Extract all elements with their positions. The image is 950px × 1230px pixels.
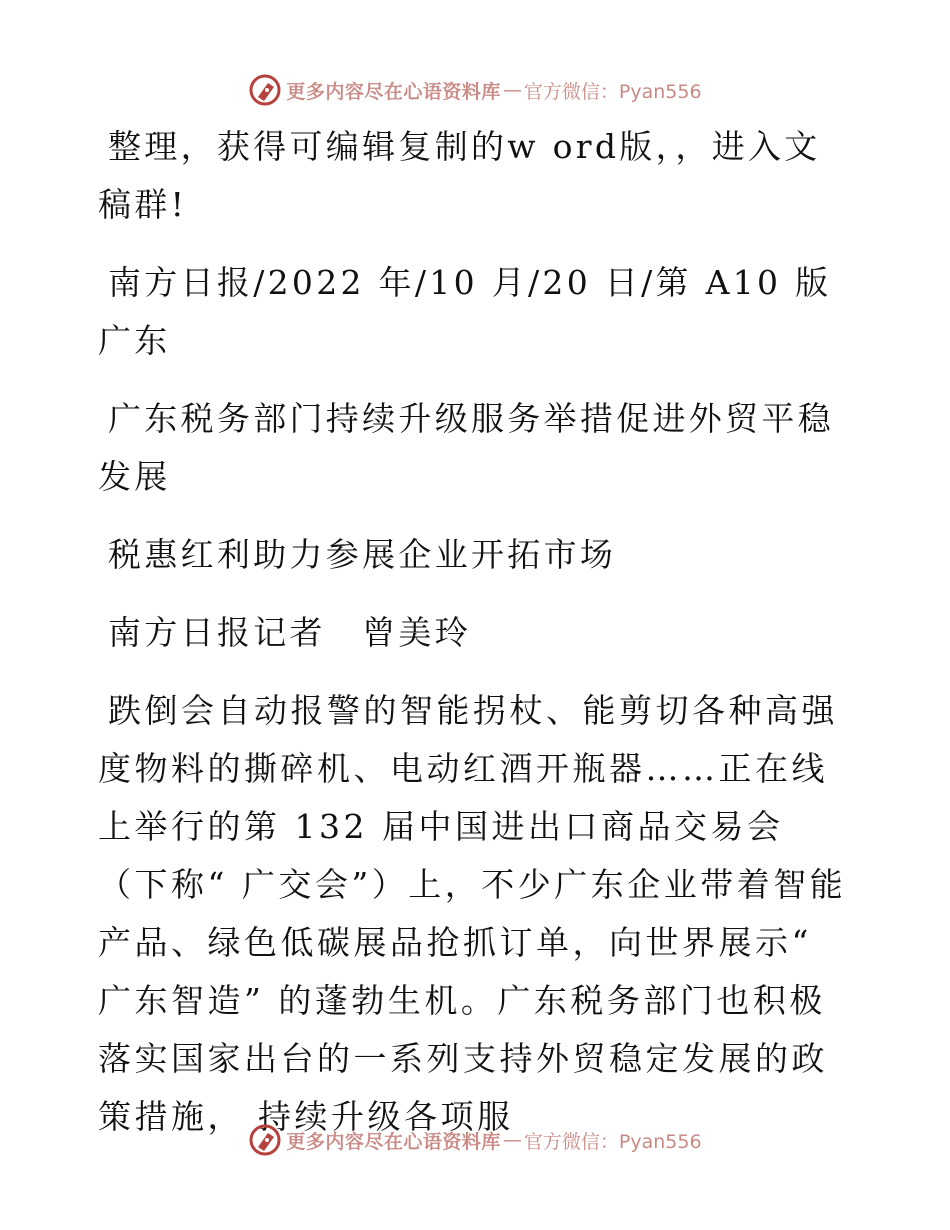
pen-nib-circle-icon: [248, 1123, 282, 1157]
watermark-text: 更多内容尽在心语资料库: [286, 80, 501, 103]
watermark-banner-top: [0, 73, 950, 107]
source-line: 南方日报/2022 年/10 月/20 日/第 A10 版广东: [98, 263, 832, 360]
pen-nib-circle-icon: [248, 73, 282, 107]
headline: 广东税务部门持续升级服务举措促进外贸平稳发展: [98, 399, 834, 496]
watermark-wechat: 官方微信：Pyan556: [523, 80, 702, 103]
watermark-wechat: 官方微信：Pyan556: [523, 1130, 702, 1153]
watermark-separator: —: [502, 79, 522, 101]
watermark-separator: —: [502, 1129, 522, 1151]
byline: 南方日报记者 曾美玲: [108, 613, 471, 652]
subheadline: 税惠红利助力参展企业开拓市场: [108, 535, 617, 574]
watermark-text: 更多内容尽在心语资料库: [286, 1130, 501, 1153]
watermark-banner-bottom: [0, 1123, 950, 1157]
body-paragraph: 跌倒会自动报警的智能拐杖、能剪切各种高强度物料的撕碎机、电动红酒开瓶器……正在线上举行的第 132 届中国进出口商品交易会（下称“ 广交会”）上，不少广东企业带着智能产品、绿色低碳展品抢抓订单，向世界展示“ 广东智造” 的蓬勃生机。广东税务部门也积极落实国家出台的一系列支持外贸稳定发展的政策措施， 持续升级各项服: [98, 691, 847, 1136]
document-body: [98, 118, 850, 1166]
intro-paragraph: 整理，获得可编辑复制的w ord版，，进入文稿群!: [98, 127, 821, 224]
